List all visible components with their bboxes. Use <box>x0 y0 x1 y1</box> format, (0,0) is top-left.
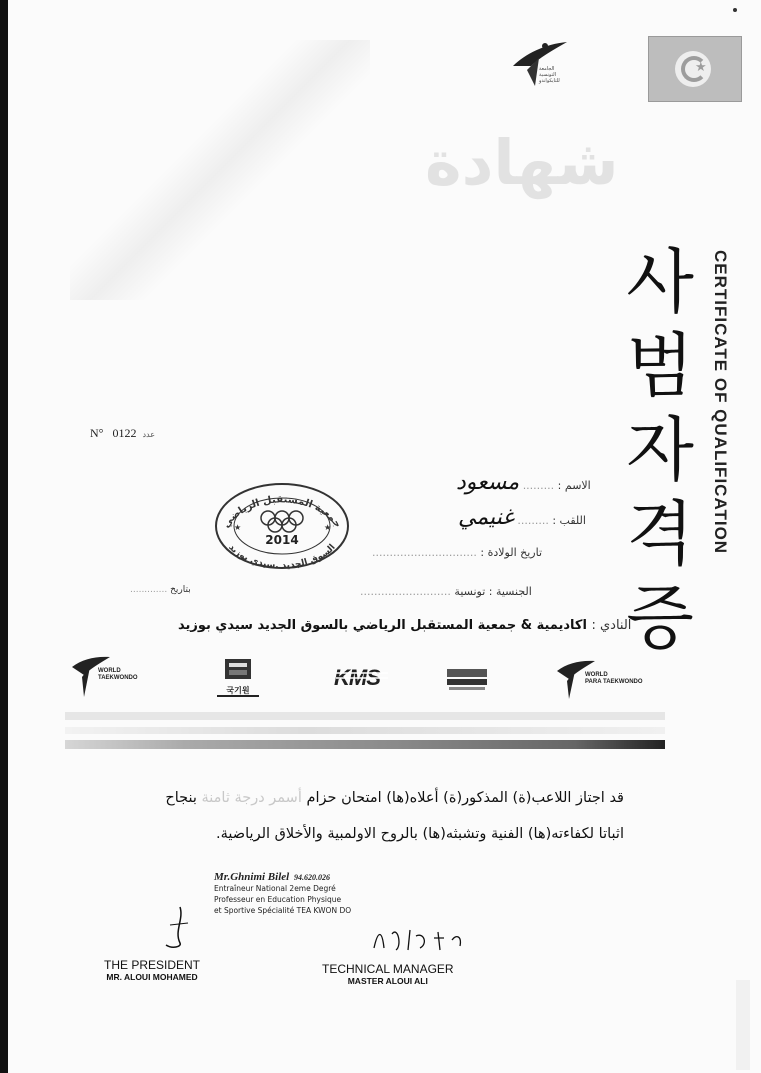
surname-value: غنيمي <box>458 505 514 530</box>
stamp-top-text: جمعية المستقبل الرياضي <box>220 494 344 531</box>
manager-role: TECHNICAL MANAGER <box>322 962 454 976</box>
nationality-label: الجنسية : <box>488 585 532 598</box>
statement-start: قد اجتاز اللاعب(ة) المذكور(ة) أعلاه(ها) امتحان حزام <box>306 790 624 806</box>
nationality-field: الجنسية : تونسية .......................... <box>360 585 532 598</box>
speck <box>733 8 737 12</box>
tunisia-flag-icon: ★ <box>648 36 742 102</box>
korean-char: 범 <box>626 325 694 407</box>
president-role: THE PRESIDENT <box>104 958 201 972</box>
korean-char: 격 <box>626 493 694 575</box>
wt-line2: TAEKWONDO <box>98 675 138 681</box>
coach-block <box>214 872 351 916</box>
president-name: MR. ALOUI MOHAMED <box>106 972 198 982</box>
decor-stripe <box>65 727 665 734</box>
scan-edge <box>0 0 8 1073</box>
birthdate-label: تاريخ الولادة : <box>480 546 543 559</box>
number-label-ar: عدد <box>142 430 156 439</box>
coach-line-1: Entraîneur National 2eme Degré <box>214 884 336 893</box>
number-value: 0122 <box>112 426 137 440</box>
decor-stripe <box>65 712 665 720</box>
statement-line-1 <box>68 790 624 806</box>
number-label-en: N° <box>90 426 104 440</box>
english-title: CERTIFICATE OF QUALIFICATION <box>711 250 730 555</box>
belt-grade: أسمر درجة ثامنة <box>201 790 302 806</box>
korean-char: 자 <box>626 409 694 491</box>
coach-line-2: Professeur en Education Physique <box>214 895 342 904</box>
surname-label: اللقب : <box>552 514 586 527</box>
name-value: مسعود <box>456 470 520 495</box>
olympic-rings-icon <box>261 511 303 532</box>
club-value: اكاديمية & جمعية المستقبل الرياضي بالسوق الجديد سيدي بوزيد <box>178 618 587 633</box>
korean-char: 증 <box>626 577 694 659</box>
stamp-bottom-text: السوق الجديد .سيدي بوزيد <box>226 542 338 572</box>
manager-name: MASTER ALOUI ALI <box>347 976 428 986</box>
date-field: بتاريخ ............. <box>130 585 191 595</box>
president-block <box>104 958 200 982</box>
certificate-number <box>90 426 155 441</box>
statement-line-2: اثباتا لكفاءته(ها) الفنية وتشبثه(ها) بالروح الاولمبية والأخلاق الرياضية. <box>216 826 624 842</box>
club-stamp <box>212 480 352 572</box>
coach-phone: 94.620.026 <box>293 873 330 882</box>
kukkiwon-logo-icon <box>213 657 263 705</box>
paper-fold <box>70 40 370 300</box>
surname-field: اللقب : ......... غنيمي <box>458 505 586 530</box>
svg-text:★: ★ <box>234 523 242 532</box>
name-field: الاسم : ......... مسعود <box>456 470 591 495</box>
korean-title <box>620 240 700 660</box>
statement-end: بنجاح <box>165 790 197 806</box>
kms-logo-icon <box>330 663 400 697</box>
kukkiwon-banner-logo-icon <box>443 665 493 699</box>
birthdate-field: تاريخ الولادة : .............................. <box>372 546 543 559</box>
partner-logos <box>65 655 685 703</box>
name-label: الاسم : <box>557 479 591 492</box>
kukkiwon-label: 국기원 <box>226 686 250 695</box>
arabic-title: شهادة <box>425 126 619 199</box>
club-field <box>178 618 631 633</box>
scan-artifact <box>736 980 750 1070</box>
club-label: النادي : <box>591 618 632 633</box>
wt-line1: WORLD <box>98 668 121 674</box>
wpt-line1: WORLD <box>585 672 608 678</box>
nationality-value: تونسية <box>454 585 486 598</box>
kms-text: KMS <box>334 665 380 690</box>
date-label: بتاريخ <box>170 585 191 595</box>
president-signature <box>160 905 200 959</box>
wpt-line2: PARA TAEKWONDO <box>585 679 643 685</box>
world-taekwondo-logo-icon <box>70 655 160 703</box>
svg-text:★: ★ <box>324 523 332 532</box>
technical-manager-block <box>322 962 454 986</box>
world-para-taekwondo-logo-icon <box>555 657 675 705</box>
manager-signature <box>368 920 468 960</box>
coach-name: Mr.Ghnimi Bilel <box>214 871 290 883</box>
stamp-year: 2014 <box>265 533 299 547</box>
federation-logo-icon: الجامعة التونسية للتايكواندو <box>505 36 585 96</box>
coach-line-3: et Sportive Spécialité TEA KWON DO <box>214 906 352 915</box>
korean-char: 사 <box>626 241 694 323</box>
decor-stripe <box>65 740 665 749</box>
